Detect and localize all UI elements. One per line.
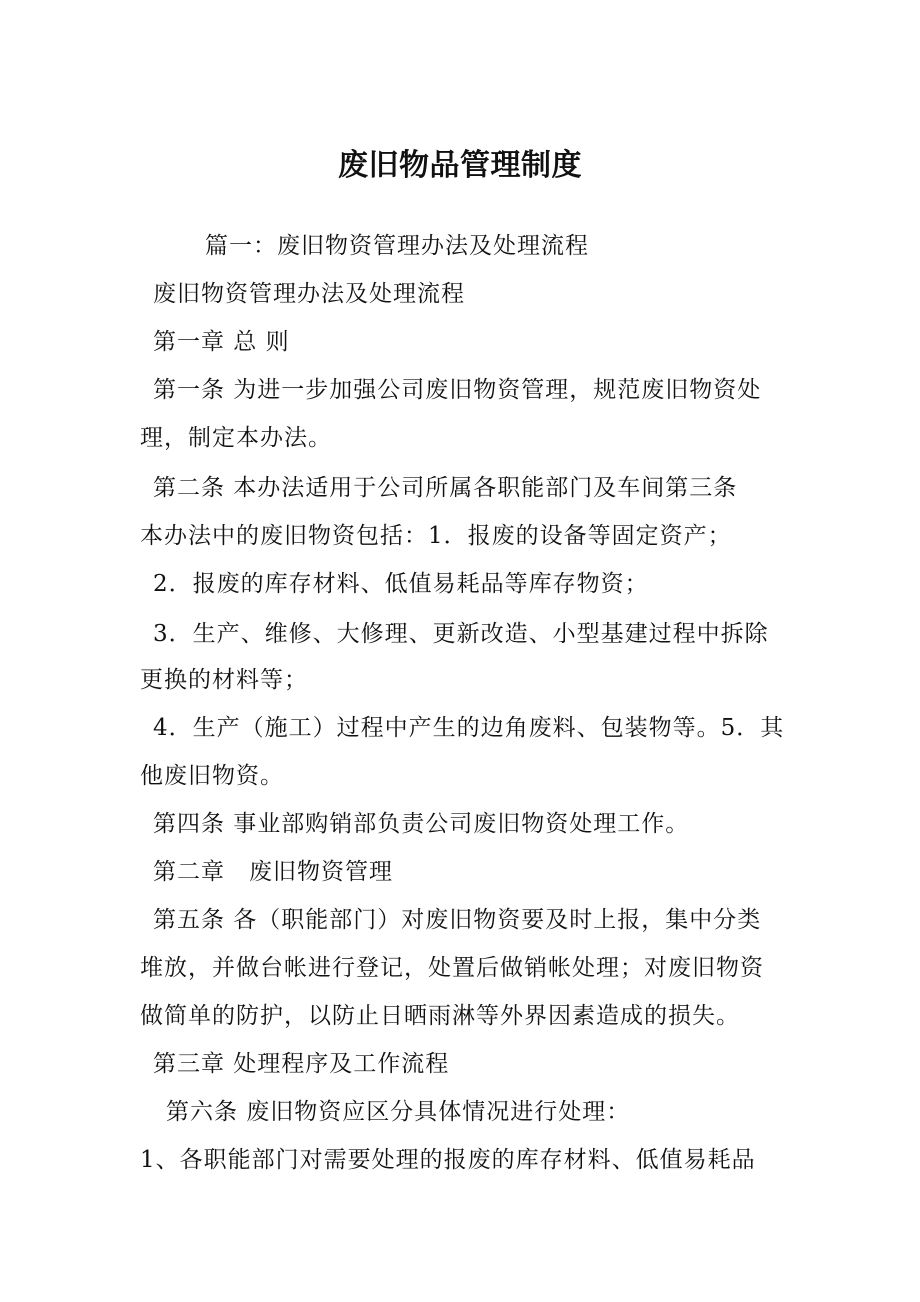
paragraph-line: 第二条 本办法适用于公司所属各职能部门及车间第三条: [153, 475, 738, 501]
paragraph-line: 本办法中的废旧物资包括：1．报废的设备等固定资产；: [140, 523, 732, 549]
paragraph-line: 3．生产、维修、大修理、更新改造、小型基建过程中拆除: [153, 621, 769, 647]
chapter-heading-piece-one: 篇一：废旧物资管理办法及处理流程: [205, 233, 589, 259]
chapter-two-heading: 第二章 废旧物资管理: [153, 859, 393, 885]
paragraph-line: 做简单的防护，以防止日晒雨淋等外界因素造成的损失。: [140, 1003, 740, 1029]
paragraph-line: 4．生产（施工）过程中产生的边角废料、包装物等。5．其: [153, 715, 785, 741]
paragraph-line: 第四条 事业部购销部负责公司废旧物资处理工作。: [153, 811, 690, 837]
paragraph-line: 堆放，并做台帐进行登记，处置后做销帐处理；对废旧物资: [140, 955, 764, 981]
paragraph-line: 第一条 为进一步加强公司废旧物资管理，规范废旧物资处: [153, 377, 762, 403]
paragraph-line: 2．报废的库存材料、低值易耗品等库存物资；: [153, 571, 649, 597]
paragraph-line: 理，制定本办法。: [140, 425, 332, 451]
paragraph-line: 他废旧物资。: [140, 763, 284, 789]
paragraph-line: 更换的材料等；: [140, 667, 308, 693]
paragraph-line: 第六条 废旧物资应区分具体情况进行处理：: [166, 1099, 631, 1125]
chapter-one-heading: 第一章 总 则: [153, 329, 290, 355]
paragraph-line: 第五条 各（职能部门）对废旧物资要及时上报，集中分类: [153, 907, 762, 933]
subtitle-line: 废旧物资管理办法及处理流程: [153, 281, 465, 307]
document-title: 废旧物品管理制度: [338, 148, 582, 183]
paragraph-line: 1、各职能部门对需要处理的报废的库存材料、低值易耗品: [140, 1147, 756, 1173]
chapter-three-heading: 第三章 处理程序及工作流程: [153, 1051, 450, 1077]
